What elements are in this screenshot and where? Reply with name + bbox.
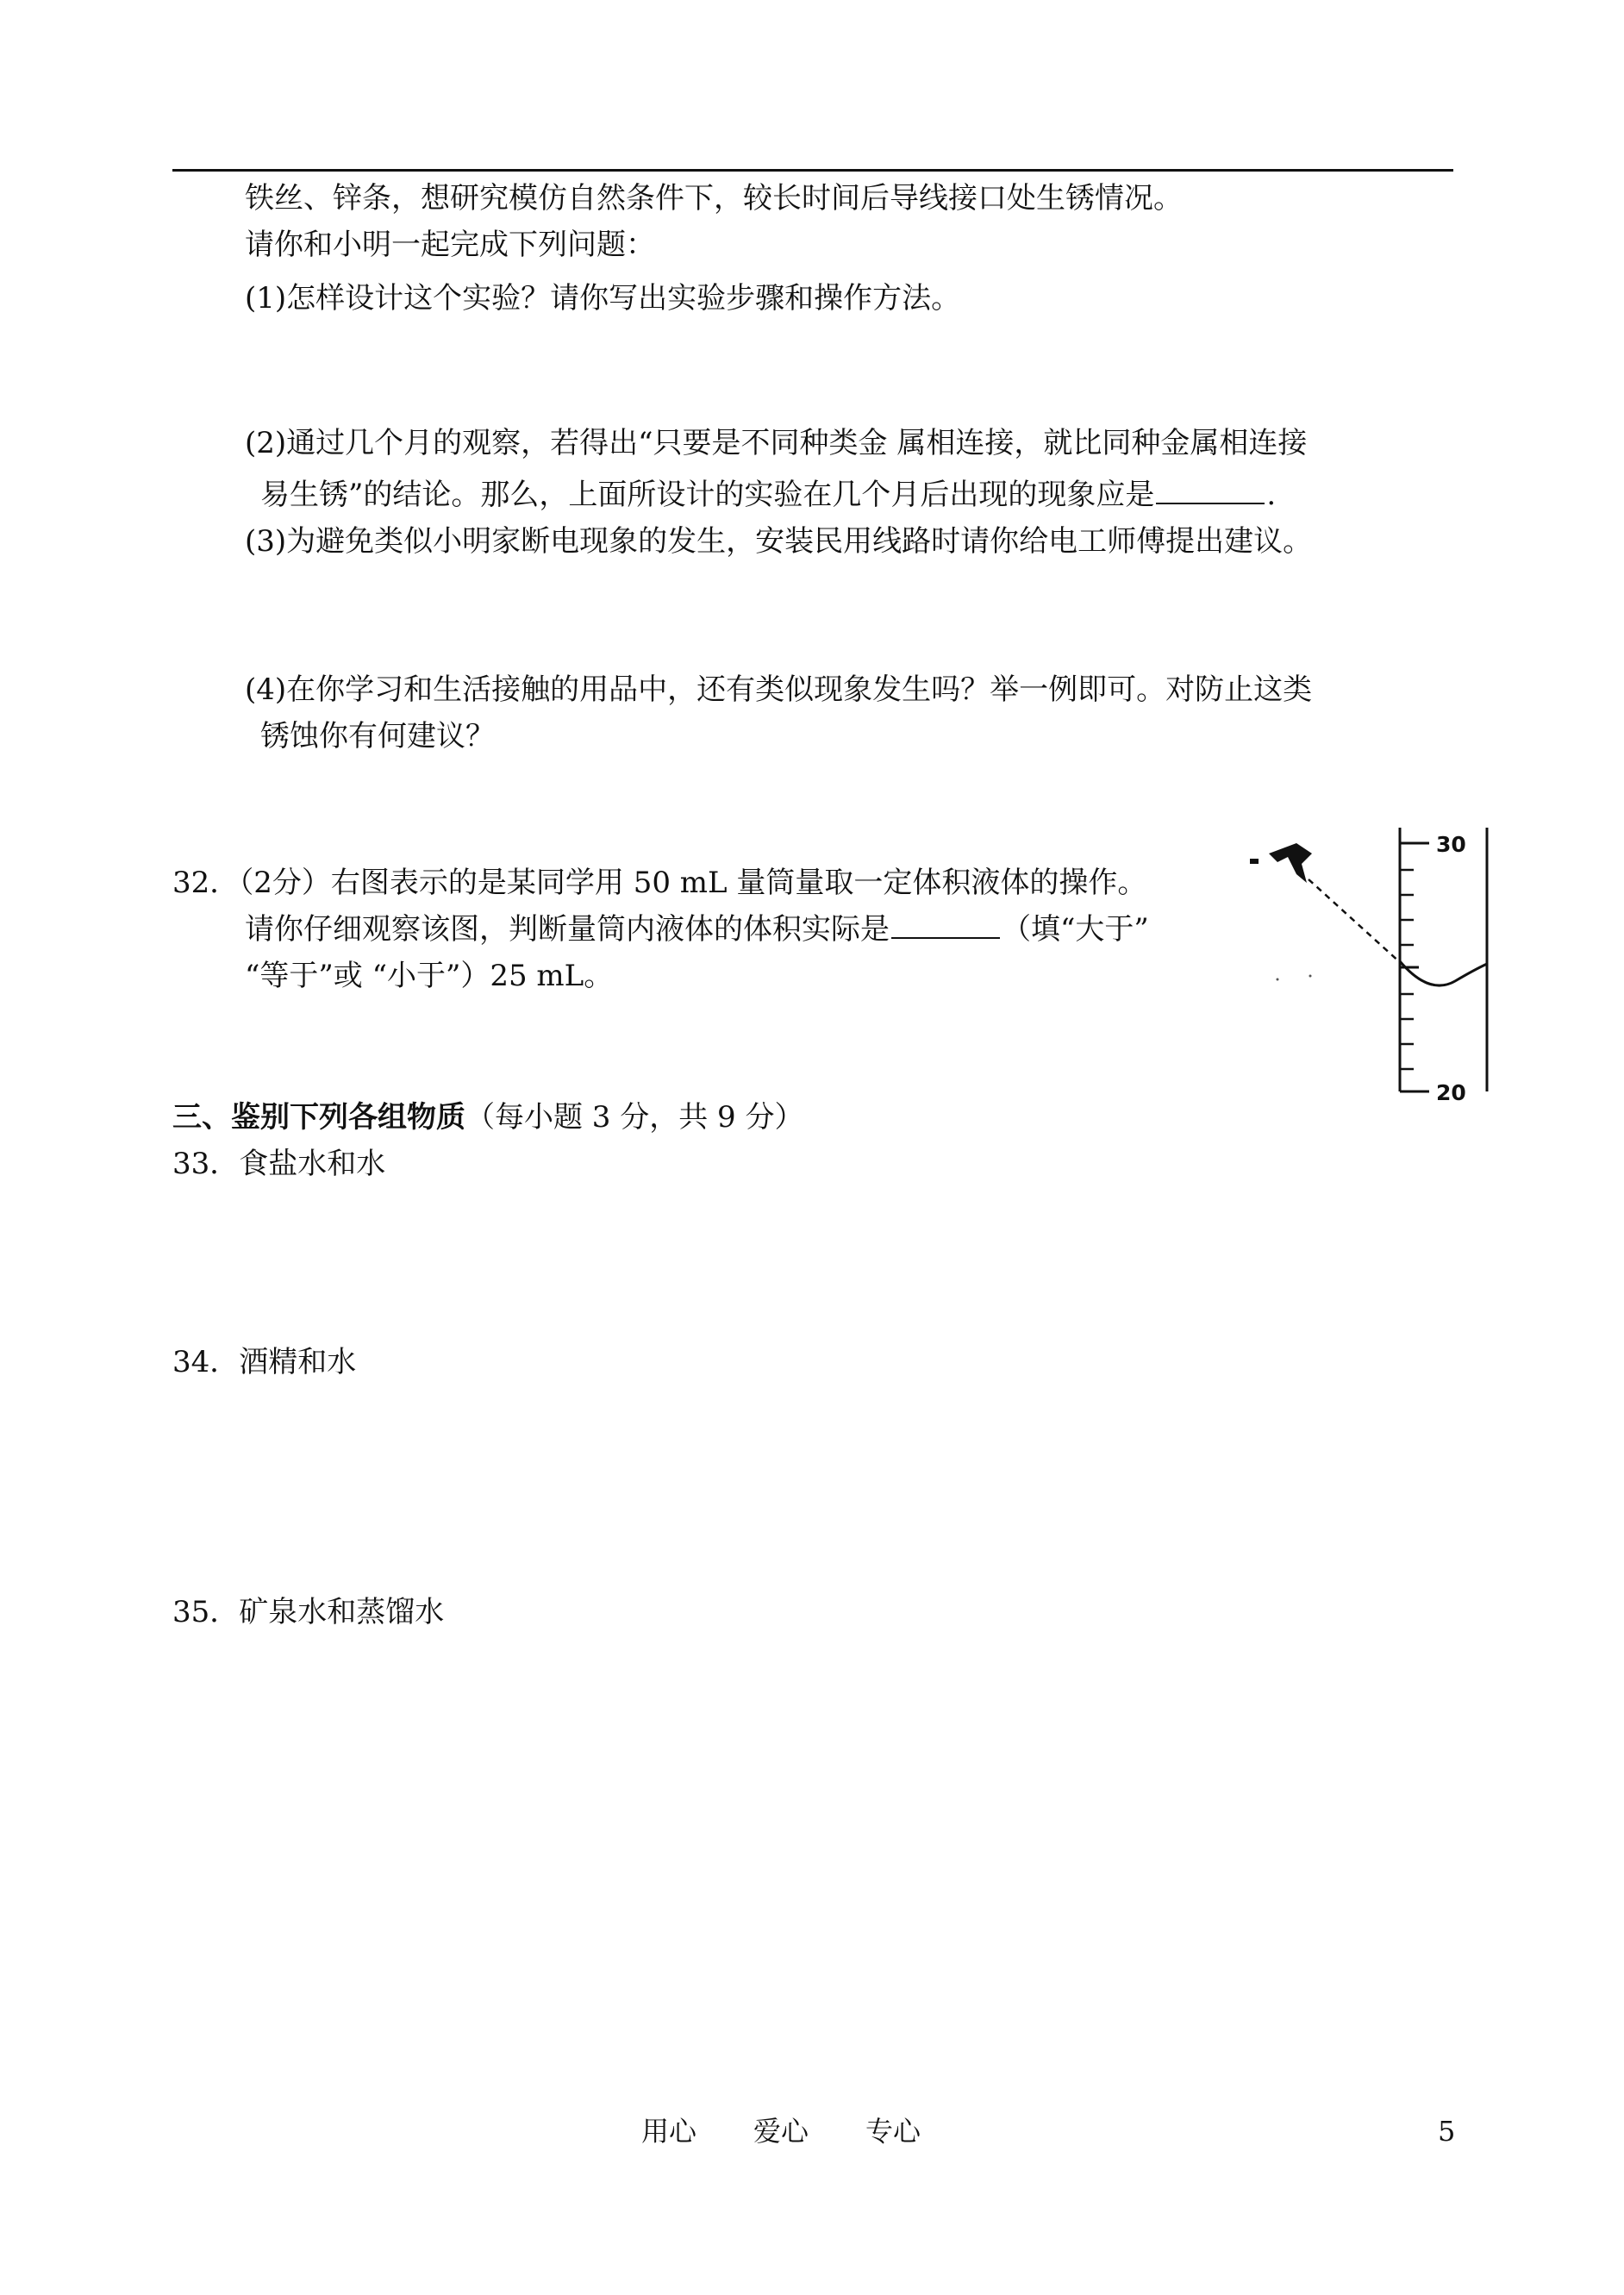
q31-part1: (1)怎样设计这个实验？请你写出实验步骤和操作方法。 [245,281,961,316]
q31-intro: 铁丝、锌条，想研究模仿自然条件下，较长时间后导线接口处生锈情况。 [245,181,1183,216]
q32-line2 [245,909,1149,950]
q31-part4-line1: (4)在你学习和生活接触的用品中，还有类似现象发生吗？举一例即可。对防止这类 [245,672,1313,707]
q31-part3: (3)为避免类似小明家断电现象的发生，安装民用线路时请你给电工师傅提出建议。 [245,524,1313,559]
graduated-cylinder-figure [1224,819,1517,1112]
q31-part4-line2: 锈蚀你有何建议？ [260,719,495,754]
page-number: 5 [1438,2115,1456,2148]
scale-label-20: 20 [1436,1080,1466,1105]
section3-heading-title: 三、鉴别下列各组物质 [172,1100,465,1135]
q32-answer-blank[interactable] [891,911,1000,939]
sight-line [1309,879,1402,964]
q31-part2-answer-blank[interactable] [1156,477,1265,504]
q31-part2-line1: (2)通过几个月的观察，若得出“只要是不同种类金 属相连接，就比同种金属相连接 [245,426,1308,460]
section3-heading [172,1097,804,1138]
liquid-meniscus [1400,961,1487,985]
q32-line2-options: （填“大于” [1002,912,1149,947]
section3-heading-scoring: （每小题 3 分，共 9 分） [465,1100,804,1135]
footer-word-3: 专心 [865,2115,921,2148]
header-rule [172,169,1453,172]
q31-part2-line2 [260,474,1276,516]
q32-line2-text: 请你仔细观察该图，判断量筒内液体的体积实际是 [245,912,890,947]
speck [1277,979,1279,981]
q31-part2-text: 易生锈”的结论。那么，上面所设计的实验在几个月后出现的现象应是 [260,478,1155,512]
footer-word-1: 用心 [641,2115,697,2148]
q32-line3: “等于”或 “小于”）25 mL。 [245,959,614,993]
eye-icon [1269,843,1312,883]
q31-prompt: 请你和小明一起完成下列问题： [245,228,655,262]
speck [1309,975,1312,978]
eye-icon-mark [1250,859,1259,864]
q33: 33．食盐水和水 [172,1147,386,1181]
scale-label-30: 30 [1436,832,1466,857]
q31-part2-period: . [1266,478,1277,512]
q35: 35．矿泉水和蒸馏水 [172,1595,445,1629]
q32-line1: 32．（2分）右图表示的是某同学用 50 mL 量筒量取一定体积液体的操作。 [172,866,1147,900]
footer-word-2: 爱心 [753,2115,809,2148]
q34: 34．酒精和水 [172,1345,357,1379]
